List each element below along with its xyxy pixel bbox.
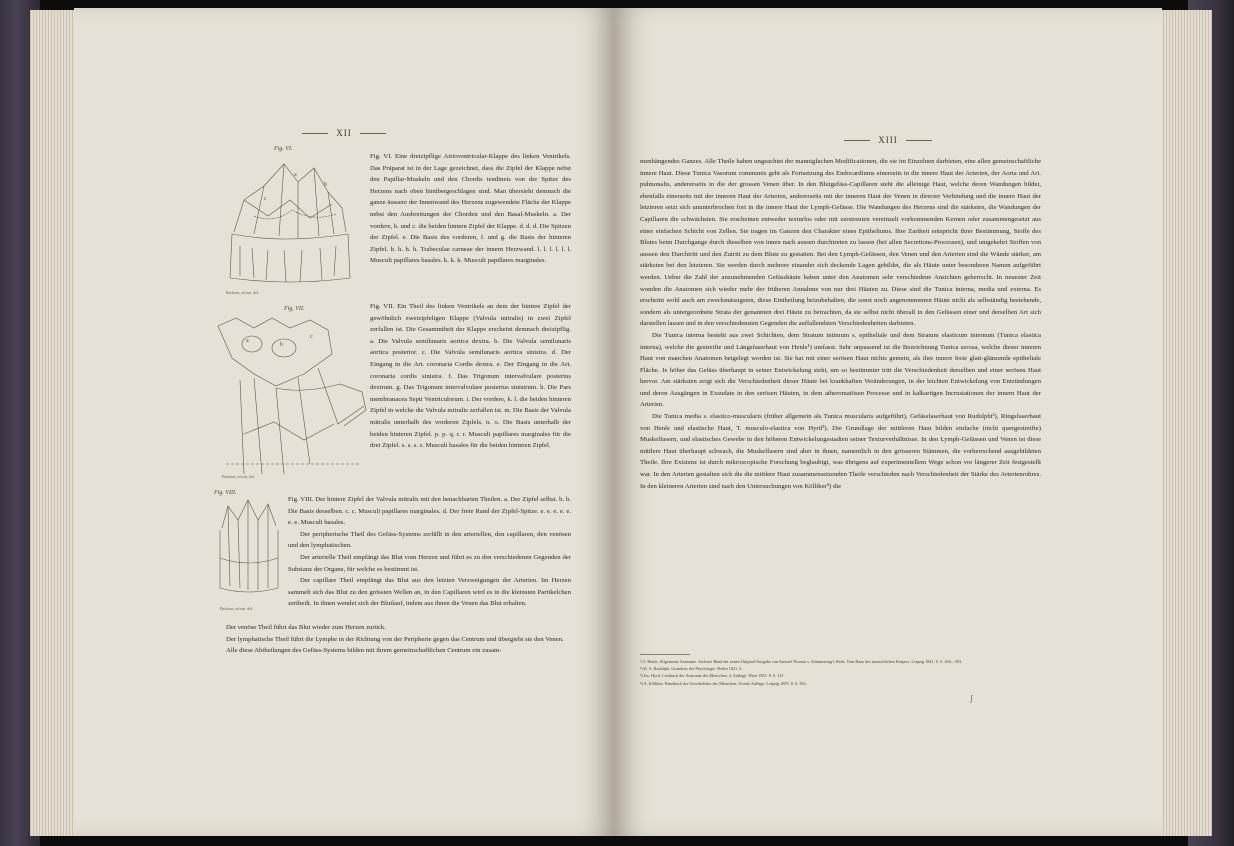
- footnote: ¹) J. Henle, Allgemeine Anatomie. Sechster Band der neuen Original-Ausgabe von Samuel Thomas v. Sömmerring's Werk: Vom Baue des menschlichen Körpers. Leipzig 1841. S. S. 494—503.: [640, 659, 963, 664]
- figure-credit: Bachaus, ad nat. del.: [220, 606, 254, 611]
- svg-text:b: b: [324, 182, 327, 188]
- svg-text:a: a: [246, 338, 249, 344]
- figure-8-illustration: [214, 498, 284, 608]
- footnote: ³) Jos. Hyrtl, Lehrbuch der Anatomie des Menschen. 4. Auflage. Wien 1855. 8. S. 121.: [640, 673, 785, 679]
- left-page: [74, 8, 614, 836]
- figure-label: Fig. VI.: [274, 146, 293, 152]
- paragraph: Der peripherische Theil des Gefäss-Systems zerfällt in den arteriellen, den capillaren, den venösen und den lymphatischen.: [288, 530, 571, 550]
- figure-6-illustration: [224, 156, 354, 288]
- paragraph: Die Tunica interna besteht aus zwei Schichten, dem Stratum intimum s. epitheliale und dem Stratum elasticum internum (Tunica elastica interna), welche die gestreifte und Längsfaserhaut von Henle¹) umfasst. Sehr unpassend ist die Bezeichnung Tunica serosa, welche dieser inneren Haut von manchen Anatomen beigelegt worden ist. Sie hat mit einer serösen Haut nichts gemein, als ihre innere freie glatt-glänzende epitheliale Fläche. Je höher das Gefäss überhaupt in seiner Entwickelung steht, um so bestimmter tritt die Verschiedenheit derselben und einer serösen Haut hervor. Am stärksten zeigt sich die Verschiedenheit dieser Häute bei krankhaften Veränderungen, in der leichten Entwickelung von Entzündungen und deren Ausgängen in Exsudate in den serösen Häuten, in dem atheromatösen Processe und in kalkartigen Incrustationen der innern Haut der Arterien.: [640, 331, 1041, 409]
- footnote: ⁴) A. Kölliker, Handbuch der Gewebelehre des Menschen. Zweite Auflage. Leipzig 1855. 8. S. 563.: [640, 680, 807, 686]
- signature-mark: ʃ: [970, 694, 973, 703]
- body-text: [214, 622, 571, 657]
- body-text: [640, 156, 1041, 492]
- figure-6-description: [370, 151, 571, 267]
- paragraph: Der capillare Theil empfängt das Blut aus den letzten Verzweigungen der Arterien. Im Herzen sammelt sich das Blut zu den grössten Wellen an, in den Capillaren wird es in die kleinsten Partikelchen zertheilt. In ihnen wendet sich der Blutlauf, indem aus ihnen die Venen das Blut erhalten.: [288, 577, 571, 608]
- paragraph: Fig. VII. Ein Theil des linken Ventrikels an dem der hintere Zipfel der gewöhnlich zweizipfeligen Klappe (Valvula mitralis) in zwei Zipfel zerfallen ist. Die Gesammtheit der Klappe erscheint demnach dreizipflig. a. Die Valvula semilunaris aortica dextra. b. Die Valvula semilunaris aortica posterior. c. Die Valvula semilunaris aortica sinistra. d. Der Eingang in die Art. coronaria Cordis dextra. e. Der Eingang in die Art. coronaria cordis sinistra. f. Das Trigonum intervalvulare posterius dextrum. g. Das Trigonum intervalvulare posterius sinistrum. h. Die Pars membranacea Septi Ventriculorum. i. Der vordere, k. l. die beiden hinteren Zipfel in welche die Valvula mitralis zerfallen ist. m. Die Basis der Valvula mitralis unterhalb des vorderen Zipfels. n. o. Die Basis unterhalb der beiden hinteren Zipfel. p. p. q. r. r. Musculi papillares marginales für die drei Zipfel. s. s. s. s. Musculi basales für die beiden hinteren Zipfel.: [370, 303, 571, 450]
- paragraph: menhängendes Ganzes. Alle Theile haben ungeachtet der mannigfachen Modificationen, die sie im Einzelnen darbieten, eine allen gemeinschaftliche innere Haut. Diese Tunica Vasorum communis geht als Fortsetzung des Endocardiums einerseits in die innere Haut der Arterien, der Aorta und Art. pulmonalis, andererseits in die der grossen Venen über. In den Blutgefäss-Capillaren steht die alleinige Haut, welche deren Wandungen bildet, ebenfalls einerseits mit der inneren Haut der Arterien, andererseits mit der inneren Haut der Venen in directer Verbindung und die innere Haut der letzteren setzt sich ununterbrochen fort in die innere Haut der Lymph-Gefässe. Die Wandungen des Herzens sind die stärksten, die Wandungen der Capillaren die schwächsten. Sie erscheinen entweder texturlos oder mit zerstreuten vereinzelt vorkommenden Kernen oder zusammengesetzt aus einer einfachen Schicht von Zellen. Sie tragen im Ganzen den Charakter eines Epitheliums. Ihre Zartheit entspricht ihrer Bestimmung, Stoffe des Blutes beim Durchgange durch dieselben von innen nach aussen durchtreten zu lassen (bei allen Secretions-Processen), und umgekehrt Stoffen von aussen den Durchtritt und den Zutritt zu dem Blute zu gestatten. Bei den Lymph-Gefässen, den Venen und den Arterien sind die Wände stärker, am stärksten bei den letzteren. Sie werden durch mehrere einander sich deckende Lagen gebildet, die als Häute unter besonderen Namen aufgeführt werden. Ueber die Zahl der anzunehmenden Gefässhäute haben unter den Anatomen sehr verschiedene Ansichten geherrscht. In neuester Zeit wonden die Anatomen sich wieder mehr der früheren Annahme von nur drei Häuten zu. Diese sind die Tunica interna, media und externa. Es erscheint wohl auch am zweckmässigsten, diese Eintheilung beizubehalten, die sonst noch angenommenen Häute nicht als selbständig bestehende, sondern als untergeordnete Strata der genannten drei Häute zu betrachten, da sie selbst nicht überall in den Gefässen einer und derselben Art sich darstellen lassen und in den verschiedensten Gegenden die auffallendsten Verschiedenheiten darbieten.: [640, 158, 1041, 328]
- figure-label: Fig. VIII.: [214, 490, 237, 496]
- footnotes: [640, 658, 1041, 687]
- paragraph: Fig. VI. Eine dreizipflige Atrioventricular-Klappe des linken Ventrikels. Das Präparat ist in der Lage gezeichnet, dass die Zipfel der Klappe nebst den Papillar-Muskeln und den Chordis tendineis von der Spitze des Herzens nach oben hinübergeschlagen sind. Man übersieht demnach die ganze äussere der Innenwand des Herzens zugewendete Fläche der Klappe nebst den Ausbreitungen der Chorden und den Basal-Muskeln. a. Der vordere, b. und c. die beiden hintern Zipfel der Klappe. d. d. d. Die Spitzen der Zipfel. e. Die Basis des vorderen, f. und g. die Basis der hinteren Zipfel. h. h. h. h. Trabeculae carneae der innern Herzwand. l. l. l. l. l. l. Musculi papillares basales. k. k. k. Musculi papillares marginales.: [370, 153, 571, 265]
- figure-8-description: [288, 494, 571, 610]
- figure-7-description: [370, 301, 571, 452]
- paragraph: Alle diese Abtheilungen des Gefäss-Systems bilden mit ihrem gemeinschaftlichen Centrum ein zusam-: [226, 647, 502, 655]
- figure-credit: Bachaus, ad nat. del.: [226, 290, 260, 295]
- page-number-header: XIII: [614, 135, 1162, 145]
- paragraph: Der arterielle Theil empfängt das Blut vom Herzen und führt es zu den verschiedenen Gegenden der Substanz der Organe, für welche es bestimmt ist.: [288, 553, 571, 573]
- page-edges-right: [1154, 10, 1212, 836]
- right-page: [614, 8, 1162, 836]
- paragraph: Der venöse Theil führt das Blut wieder zum Herzen zurück.: [226, 624, 386, 631]
- svg-text:a: a: [294, 172, 297, 178]
- paragraph: Fig. VIII. Der hintere Zipfel der Valvula mitralis mit den benachbarten Theilen. a. Der Zipfel selbst. b. b. Die Basis desselben. c. c. Musculi papillares marginales. d. Der freie Rand der Zipfel-Spitze. e. e. e. e. e. e. e. Musculi basales.: [288, 496, 571, 527]
- figure-label: Fig. VII.: [284, 306, 305, 312]
- footnote: ²) K. A. Rudolphi, Grundriss der Physiologie. Berlin 1821. 6.: [640, 666, 743, 672]
- svg-text:c: c: [264, 196, 267, 202]
- figure-7-illustration: [214, 314, 370, 476]
- footnote-divider: [640, 654, 690, 655]
- figure-credit: Bachaus, ad nat. del.: [222, 474, 256, 479]
- paragraph: Die Tunica media s. elastico-muscularis (früher allgemein als Tunica muscularis aufgeführt), Gefässfaserhaut von Rudolphi²), Ringsfaserhaut von Henle und elastische Haut, T. musculo-elastica von Hyrtl³). Die Grundlage der mittleren Haut bilden einfache (nicht quergestreifte) Muskelfasern, und elastisches Gewebe in den höheren Entwickelungsstadien seiner Texturverhältnisse. In den Lymph-Gefässen und Venen ist diese mittlere Haut überhaupt schwach, die Muskelfasern sind aber in ihnen, namentlich in den grösseren Stämmen, die vorherrschend ausgebildeten Theile. Ihre Existenz ist durch mikroscopische Forschung beglaubigt, was übrigens auf experimentellem Wege schon vor längerer Zeit festgestellt war. In den Arterien gestalten sich die die mittlere Haut zusammensetzenden Theile verschieden nach Verschiedenheit der Stärke des Arterienrohres. In den kleineren Arterien sind nach den Untersuchungen von Kölliker⁴) die: [640, 413, 1041, 490]
- page-number-header: XII: [74, 128, 614, 138]
- paragraph: Der lymphatische Theil führt die Lymphe in der Richtung von der Peripherie gegen das Centrum und übergiebt sie den Venen.: [226, 635, 564, 643]
- page-edges-left: [30, 10, 80, 836]
- svg-text:b: b: [280, 342, 283, 348]
- svg-text:c: c: [310, 334, 313, 340]
